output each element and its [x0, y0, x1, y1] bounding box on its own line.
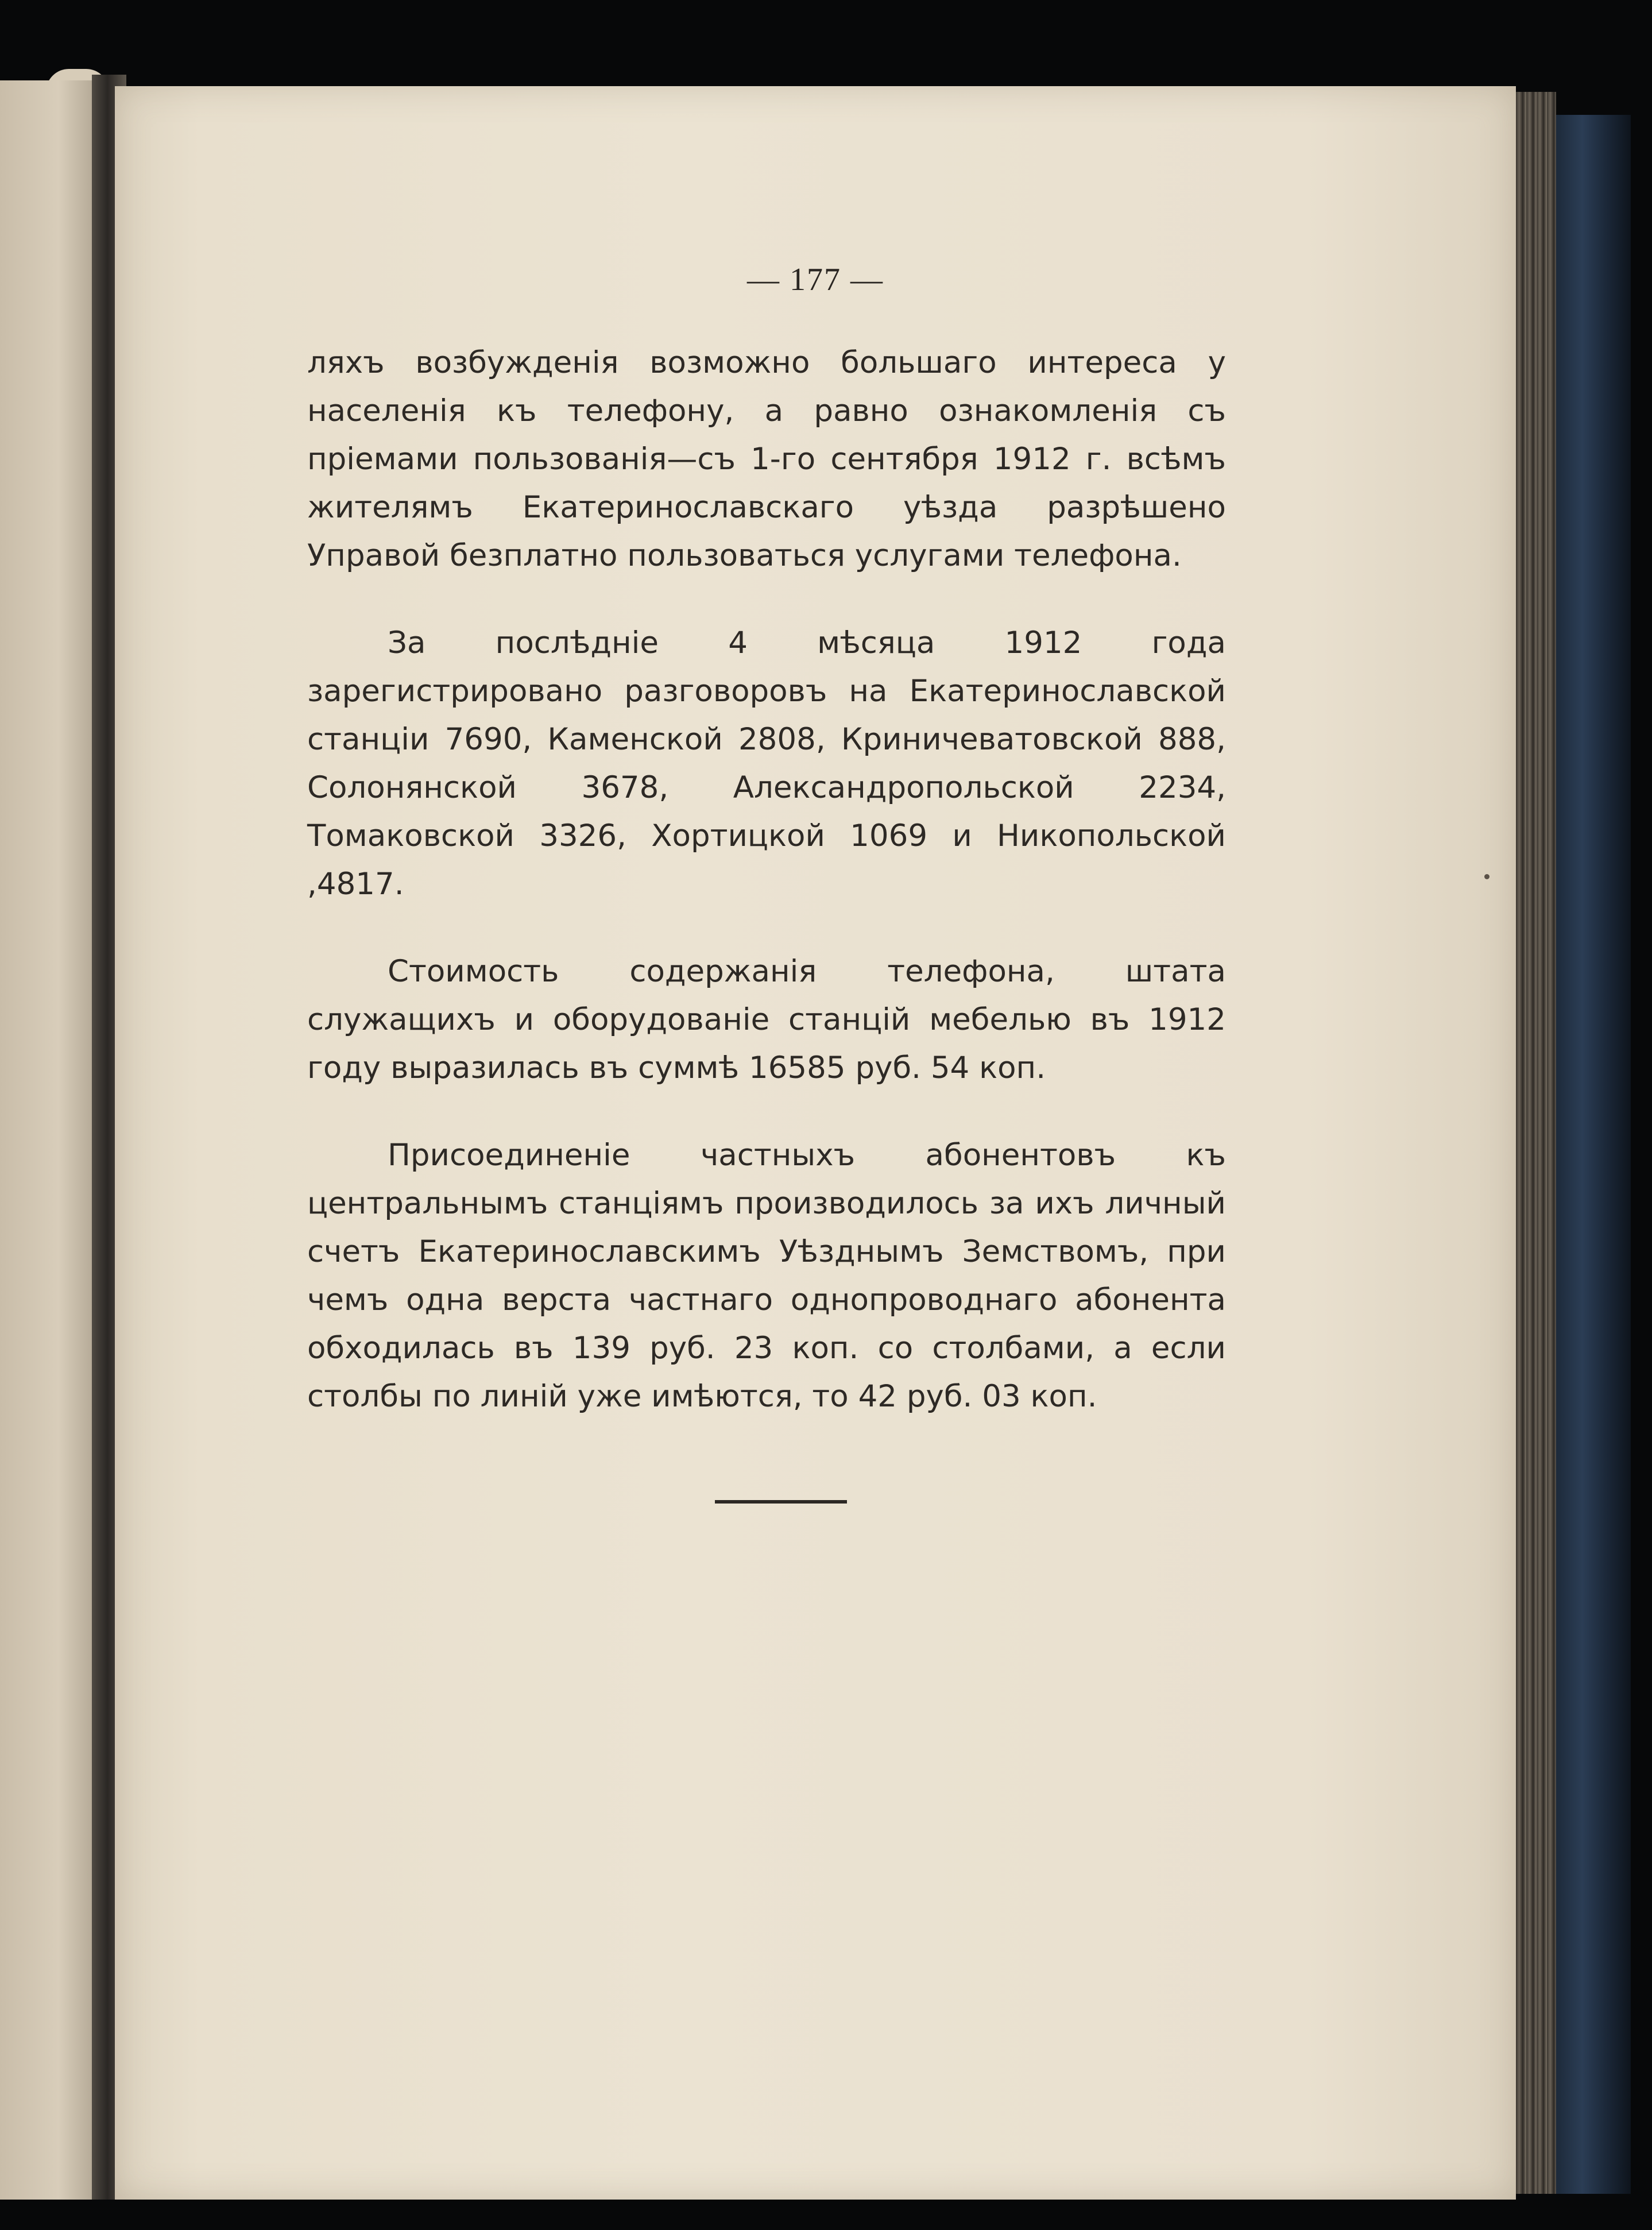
page-edges	[1516, 92, 1556, 2194]
section-divider-rule	[715, 1500, 847, 1504]
paragraph-1: ляхъ возбужденія возможно большаго интереса у населенія къ телефону, а равно ознакомленія съ пріемами пользованія—съ 1-го сентября 1912 г. всѣмъ жителямъ Екатеринославскаго уѣзда разрѣшено Управой безплатно пользоваться услугами телефона.	[307, 345, 1226, 573]
paragraph-4: Присоединеніе частныхъ абонентовъ къ центральнымъ станціямъ производилось за ихъ личный счетъ Екатеринославскимъ Уѣзднымъ Земствомъ, при чемъ одна верста частнаго однопроводнаго абонента обходилась въ 139 руб. 23 коп. со столбами, а если столбы по линій уже имѣются, то 42 руб. 03 коп.	[307, 1138, 1226, 1414]
paper-speck	[1484, 874, 1489, 879]
paragraph-2: За послѣдніе 4 мѣсяца 1912 года зарегистрировано разговоровъ на Екатеринославской станціи 7690, Каменской 2808, Криничеватовской 888, Солонянской 3678, Александропольской 2234, Томаковской 3326, Хортицкой 1069 и Никопольской ,4817.	[307, 625, 1226, 902]
body-text	[307, 339, 1226, 1460]
paragraph-3: Стоимость содержанія телефона, штата служащихъ и оборудованіе станцій мебелью въ 1912 году выразилась въ суммѣ 16585 руб. 54 коп.	[307, 954, 1226, 1085]
page-number: — 177 —	[747, 262, 884, 297]
previous-page-edge	[0, 80, 106, 2200]
book-binding	[1556, 115, 1631, 2194]
